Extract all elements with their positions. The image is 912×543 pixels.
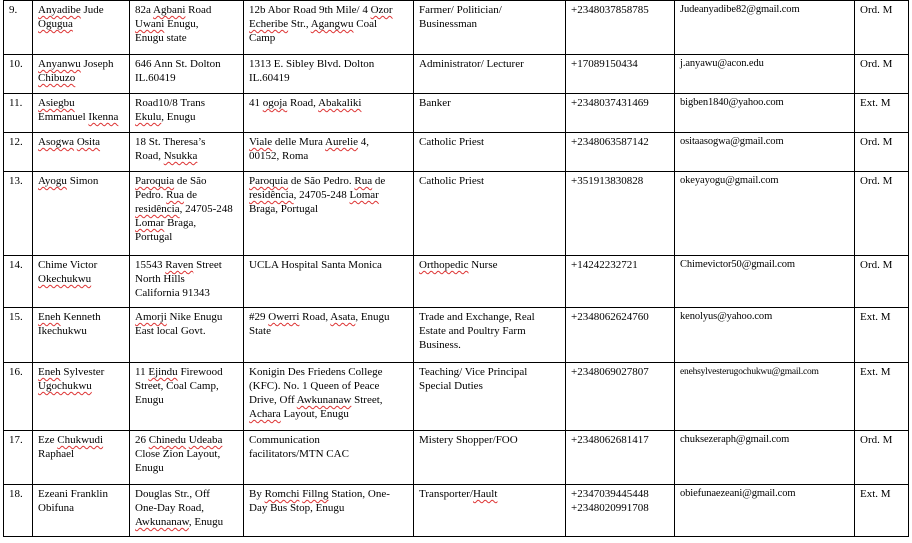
member-name-line: Asogwa Osita — [38, 136, 101, 148]
office-address-line: Echeribe Str., Agangwu Coal — [249, 18, 378, 30]
serial-number-text: 18. — [9, 488, 23, 500]
table-row — [4, 94, 909, 133]
serial-number-cell — [4, 256, 33, 308]
home-address-line: East local Govt. — [135, 325, 206, 337]
home-address-line: Awkunanaw, Enugu — [135, 516, 224, 528]
phone-number-line: +17089150434 — [571, 58, 638, 70]
serial-number-cell — [4, 485, 33, 537]
phone-number-line: +2348069027807 — [571, 366, 649, 378]
occupation-cell — [414, 308, 566, 363]
home-address-line: One-Day Road, — [135, 502, 205, 514]
membership-type-text: Ext. M — [860, 97, 891, 109]
email-cell — [675, 363, 855, 431]
office-address-cell — [244, 308, 414, 363]
office-address-line: Day Bus Stop, Enugu — [249, 502, 345, 514]
office-address-line: Paroquia de São Pedro. Rua de — [249, 175, 386, 187]
home-address-line: Portugal — [135, 231, 173, 243]
membership-type-cell — [855, 94, 909, 133]
phone-number-cell — [566, 172, 675, 256]
member-name-line: Anyadibe Jude — [38, 4, 104, 16]
serial-number-text: 12. — [9, 136, 23, 148]
table-row — [4, 363, 909, 431]
serial-number-cell — [4, 363, 33, 431]
member-name-cell — [33, 94, 130, 133]
email-text: okeyayogu@gmail.com — [680, 175, 779, 186]
email-cell — [675, 55, 855, 94]
home-address-line: Road10/8 Trans — [135, 97, 205, 109]
home-address-line: Enugu state — [135, 32, 187, 44]
table-row — [4, 55, 909, 94]
occupation-cell — [414, 55, 566, 94]
member-name-line: Ezeani Franklin — [38, 488, 108, 500]
serial-number-text: 11. — [9, 97, 23, 109]
phone-number-line: +2348062681417 — [571, 434, 649, 446]
membership-type-cell — [855, 485, 909, 537]
phone-number-cell — [566, 363, 675, 431]
serial-number-text: 16. — [9, 366, 23, 378]
phone-number-line: +14242232721 — [571, 259, 638, 271]
home-address-line: Enugu — [135, 394, 164, 406]
office-address-cell — [244, 55, 414, 94]
membership-type-text: Ext. M — [860, 311, 891, 323]
home-address-cell — [130, 431, 244, 485]
membership-type-cell — [855, 55, 909, 94]
email-cell — [675, 172, 855, 256]
email-text: ositaasogwa@gmail.com — [680, 136, 784, 147]
serial-number-text: 10. — [9, 58, 23, 70]
email-text: obiefunaezeani@gmail.com — [680, 488, 796, 499]
office-address-line: Braga, Portugal — [249, 203, 319, 215]
membership-type-cell — [855, 172, 909, 256]
occupation-line: Farmer/ Politician/ — [419, 4, 502, 16]
home-address-line: Douglas Str., Off — [135, 488, 210, 500]
occupation-cell — [414, 431, 566, 485]
membership-type-text: Ord. M — [860, 136, 893, 148]
occupation-line: Estate and Poultry Farm — [419, 325, 526, 337]
office-address-cell — [244, 431, 414, 485]
office-address-line: Communication — [249, 434, 320, 446]
email-text: kenolyus@yahoo.com — [680, 311, 773, 322]
occupation-line: Businessman — [419, 18, 478, 30]
member-name-line: Raphael — [38, 448, 75, 460]
email-text: Judeanyadibe82@gmail.com — [680, 4, 800, 15]
email-cell — [675, 431, 855, 485]
member-name-line: Chibuzo — [38, 72, 76, 84]
office-address-line: facilitators/MTN CAC — [249, 448, 349, 460]
phone-number-cell — [566, 55, 675, 94]
office-address-cell — [244, 133, 414, 172]
home-address-cell — [130, 133, 244, 172]
email-text: enehsylvesterugochukwu@gmail.com — [680, 367, 819, 377]
email-cell — [675, 256, 855, 308]
email-text: Chimevictor50@gmail.com — [680, 259, 795, 270]
occupation-line: Mistery Shopper/FOO — [419, 434, 518, 446]
member-name-line: Eze Chukwudi — [38, 434, 104, 446]
office-address-line: 1313 E. Sibley Blvd. Dolton — [249, 58, 375, 70]
occupation-cell — [414, 172, 566, 256]
home-address-cell — [130, 1, 244, 55]
member-name-line: Okechukwu — [38, 273, 92, 285]
member-name-cell — [33, 55, 130, 94]
phone-number-cell — [566, 94, 675, 133]
office-address-cell — [244, 172, 414, 256]
phone-number-line: +2348037858785 — [571, 4, 649, 16]
member-name-line: Asiegbu — [38, 97, 75, 109]
membership-type-cell — [855, 308, 909, 363]
member-name-line: Chime Victor — [38, 259, 98, 271]
serial-number-cell — [4, 431, 33, 485]
phone-number-line: +2348063587142 — [571, 136, 649, 148]
occupation-line: Catholic Priest — [419, 136, 485, 148]
office-address-line: Camp — [249, 32, 276, 44]
email-text: j.anyawu@acon.edu — [680, 58, 764, 69]
home-address-cell — [130, 485, 244, 537]
serial-number-cell — [4, 308, 33, 363]
home-address-line: Lomar Braga, — [135, 217, 197, 229]
member-name-cell — [33, 485, 130, 537]
office-address-line: State — [249, 325, 271, 337]
office-address-cell — [244, 256, 414, 308]
members-table-body — [4, 1, 909, 537]
home-address-line: Street, Coal Camp, — [135, 380, 219, 392]
home-address-cell — [130, 256, 244, 308]
home-address-cell — [130, 308, 244, 363]
office-address-line: Drive, Off Awkunanaw Street, — [249, 394, 383, 406]
email-cell — [675, 308, 855, 363]
member-name-line: Ikechukwu — [38, 325, 87, 337]
membership-type-text: Ord. M — [860, 175, 893, 187]
office-address-cell — [244, 363, 414, 431]
phone-number-cell — [566, 256, 675, 308]
home-address-cell — [130, 94, 244, 133]
office-address-line: #29 Owerri Road, Asata, Enugu — [249, 311, 390, 323]
home-address-line: Amorji Nike Enugu — [135, 311, 223, 323]
home-address-line: California 91343 — [135, 287, 210, 299]
membership-type-text: Ord. M — [860, 434, 893, 446]
membership-type-cell — [855, 363, 909, 431]
member-name-line: Obifuna — [38, 502, 75, 514]
occupation-line: Special Duties — [419, 380, 483, 392]
phone-number-cell — [566, 133, 675, 172]
serial-number-cell — [4, 1, 33, 55]
office-address-line: UCLA Hospital Santa Monica — [249, 259, 382, 271]
home-address-line: Ekulu, Enugu — [135, 111, 196, 123]
membership-type-cell — [855, 133, 909, 172]
member-name-cell — [33, 172, 130, 256]
office-address-line: Viale delle Mura Aurelie 4, — [249, 136, 370, 148]
membership-type-text: Ord. M — [860, 259, 893, 271]
serial-number-text: 13. — [9, 175, 23, 187]
member-name-line: Emmanuel Ikenna — [38, 111, 119, 123]
serial-number-cell — [4, 55, 33, 94]
office-address-cell — [244, 1, 414, 55]
home-address-line: 15543 Raven Street — [135, 259, 222, 271]
home-address-cell — [130, 363, 244, 431]
member-name-line: Eneh Sylvester — [38, 366, 105, 378]
occupation-line: Catholic Priest — [419, 175, 485, 187]
email-text: bigben1840@yahoo.com — [680, 97, 784, 108]
phone-number-cell — [566, 308, 675, 363]
home-address-line: IL.60419 — [135, 72, 176, 84]
phone-number-line: +351913830828 — [571, 175, 644, 187]
membership-type-text: Ord. M — [860, 58, 893, 70]
member-name-line: Ayogu Simon — [38, 175, 99, 187]
office-address-line: 00152, Roma — [249, 150, 309, 162]
table-row — [4, 308, 909, 363]
home-address-line: residência, 24705-248 — [135, 203, 233, 215]
serial-number-cell — [4, 133, 33, 172]
member-name-line: Anyanwu Joseph — [38, 58, 114, 70]
table-row — [4, 1, 909, 55]
membership-type-cell — [855, 431, 909, 485]
home-address-line: 646 Ann St. Dolton — [135, 58, 221, 70]
office-address-line: (KFC). No. 1 Queen of Peace — [249, 380, 380, 392]
home-address-line: Close Zion Layout, — [135, 448, 221, 460]
member-name-line: Ogugua — [38, 18, 73, 30]
email-text: chuksezeraph@gmail.com — [680, 434, 790, 445]
home-address-line: Enugu — [135, 462, 164, 474]
office-address-line: IL.60419 — [249, 72, 290, 84]
home-address-line: North Hills — [135, 273, 185, 285]
membership-type-cell — [855, 1, 909, 55]
occupation-cell — [414, 485, 566, 537]
office-address-line: By Romchi Fillng Station, One- — [249, 488, 390, 500]
occupation-cell — [414, 133, 566, 172]
home-address-line: 82a Agbani Road — [135, 4, 212, 16]
office-address-cell — [244, 94, 414, 133]
table-row — [4, 172, 909, 256]
serial-number-cell — [4, 172, 33, 256]
occupation-line: Business. — [419, 339, 461, 351]
email-cell — [675, 1, 855, 55]
email-cell — [675, 94, 855, 133]
member-name-cell — [33, 1, 130, 55]
occupation-cell — [414, 363, 566, 431]
home-address-line: Paroquia de São — [135, 175, 207, 187]
phone-number-line: +2348062624760 — [571, 311, 649, 323]
occupation-line: Orthopedic Nurse — [419, 259, 498, 271]
email-cell — [675, 133, 855, 172]
phone-number-cell — [566, 431, 675, 485]
phone-number-line: +2347039445448 — [571, 488, 649, 500]
office-address-cell — [244, 485, 414, 537]
serial-number-text: 17. — [9, 434, 23, 446]
membership-type-text: Ext. M — [860, 488, 891, 500]
membership-type-cell — [855, 256, 909, 308]
occupation-cell — [414, 1, 566, 55]
occupation-line: Teaching/ Vice Principal — [419, 366, 528, 378]
home-address-cell — [130, 55, 244, 94]
home-address-line: 26 Chinedu Udeaba — [135, 434, 223, 446]
occupation-line: Transporter/Hault — [419, 488, 498, 500]
office-address-line: residência, 24705-248 Lomar — [249, 189, 379, 201]
member-name-cell — [33, 431, 130, 485]
occupation-line: Administrator/ Lecturer — [419, 58, 524, 70]
membership-type-text: Ord. M — [860, 4, 893, 16]
office-address-line: Achara Layout, Enugu — [249, 408, 349, 420]
occupation-cell — [414, 94, 566, 133]
serial-number-text: 9. — [9, 4, 18, 16]
phone-number-cell — [566, 485, 675, 537]
table-row — [4, 485, 909, 537]
member-name-cell — [33, 256, 130, 308]
office-address-line: 41 ogoja Road, Abakaliki — [249, 97, 362, 109]
home-address-line: Road, Nsukka — [135, 150, 198, 162]
office-address-line: Konigin Des Friedens College — [249, 366, 383, 378]
table-row — [4, 256, 909, 308]
member-name-cell — [33, 363, 130, 431]
table-row — [4, 431, 909, 485]
phone-number-cell — [566, 1, 675, 55]
serial-number-text: 14. — [9, 259, 23, 271]
occupation-cell — [414, 256, 566, 308]
member-name-line: Ugochukwu — [38, 380, 92, 392]
home-address-line: Uwani Enugu, — [135, 18, 199, 30]
table-row — [4, 133, 909, 172]
phone-number-line: +2348020991708 — [571, 502, 649, 514]
serial-number-text: 15. — [9, 311, 23, 323]
home-address-line: 18 St. Theresa’s — [135, 136, 206, 148]
occupation-line: Trade and Exchange, Real — [419, 311, 535, 323]
home-address-line: Pedro. Rua de — [135, 189, 198, 201]
email-cell — [675, 485, 855, 537]
members-table — [3, 0, 909, 537]
member-name-line: Eneh Kenneth — [38, 311, 101, 323]
serial-number-cell — [4, 94, 33, 133]
occupation-line: Banker — [419, 97, 451, 109]
membership-type-text: Ext. M — [860, 366, 891, 378]
home-address-cell — [130, 172, 244, 256]
office-address-line: 12b Abor Road 9th Mile/ 4 Ozor — [249, 4, 393, 16]
phone-number-line: +2348037431469 — [571, 97, 649, 109]
member-name-cell — [33, 133, 130, 172]
home-address-line: 11 Ejindu Firewood — [135, 366, 223, 378]
member-name-cell — [33, 308, 130, 363]
